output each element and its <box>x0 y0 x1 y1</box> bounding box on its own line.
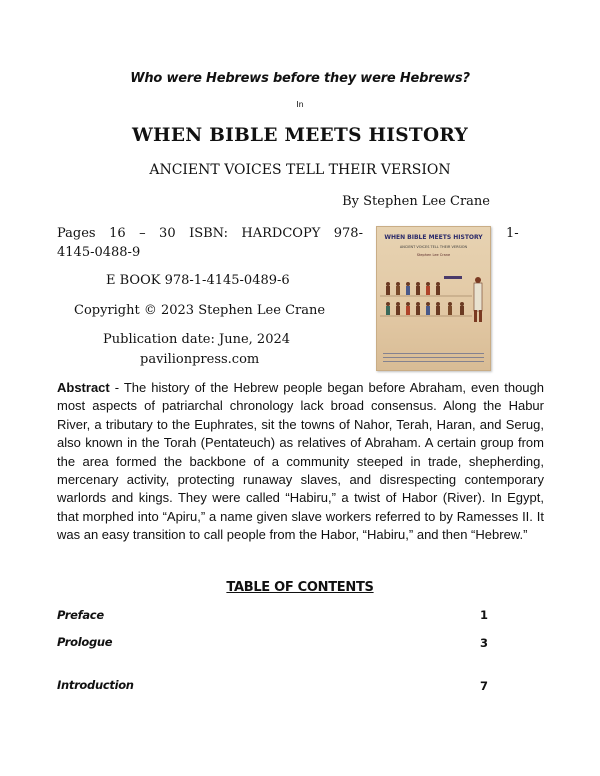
abstract-paragraph <box>57 379 544 545</box>
book-title: WHEN BIBLE MEETS HISTORY <box>131 125 469 146</box>
ebook-isbn: E BOOK 978-1-4145-0489-6 <box>106 273 290 288</box>
cover-author: Stephen Lee Crane <box>416 253 451 257</box>
toc-page-preface: 1 <box>480 608 489 622</box>
publisher-website: pavilionpress.com <box>140 352 260 367</box>
book-cover-image <box>376 226 491 371</box>
pages-isbn-line <box>57 224 363 243</box>
author-byline: By Stephen Lee Crane <box>342 194 490 209</box>
cover-caption-lines <box>383 353 484 363</box>
isbn-label: ISBN: HARDCOPY <box>189 226 321 241</box>
isbn-part3: 4145-0488-9 <box>57 245 141 260</box>
isbn-part2: 1- <box>506 226 519 241</box>
cover-egyptian-illustration <box>380 274 487 344</box>
cover-title: WHEN BIBLE MEETS HISTORY <box>384 234 483 241</box>
publication-date: Publication date: June, 2024 <box>103 332 291 347</box>
toc-page-prologue: 3 <box>480 636 489 650</box>
in-label: In <box>296 100 304 109</box>
abstract-label: Abstract <box>57 380 110 395</box>
toc-heading: TABLE OF CONTENTS <box>226 580 374 595</box>
abstract-text: - The history of the Hebrew people began before Abraham, even though most aspects of patriarchal chronology lack broad consensus. Along the Habur River, a tributary to the Euphrates, sit the towns of Nahor, Terah, Haran, and Serug, also known in the Torah (Pentateuch) as relatives of Abraham. A certain group from the area formed the backbone of a community steeped in trade, shepherding, mercenary activity, protecting runaway slaves, and disrespecting contemporary warlords and kings. They were called “Habiru,” a twist of Habor (River). In Egypt, that morphed into “Apiru,” a name given slave workers referred to by Ramesses II. It was an easy transition to call people from the Habor, “Habiru,” and then “Hebrew.” <box>57 380 544 543</box>
isbn-part1: 978- <box>333 226 363 241</box>
book-subtitle: ANCIENT VOICES TELL THEIR VERSION <box>149 162 451 178</box>
pages-range: Pages 16 – 30 <box>57 226 176 241</box>
toc-page-introduction: 7 <box>480 679 489 693</box>
header-question: Who were Hebrews before they were Hebrews? <box>130 71 470 86</box>
toc-item-preface[interactable]: Preface <box>57 608 104 622</box>
toc-item-introduction[interactable]: Introduction <box>57 678 134 692</box>
copyright-notice: Copyright © 2023 Stephen Lee Crane <box>74 303 326 318</box>
cover-subtitle: ANCIENT VOICES TELL THEIR VERSION <box>399 245 468 249</box>
toc-item-prologue[interactable]: Prologue <box>57 635 113 649</box>
